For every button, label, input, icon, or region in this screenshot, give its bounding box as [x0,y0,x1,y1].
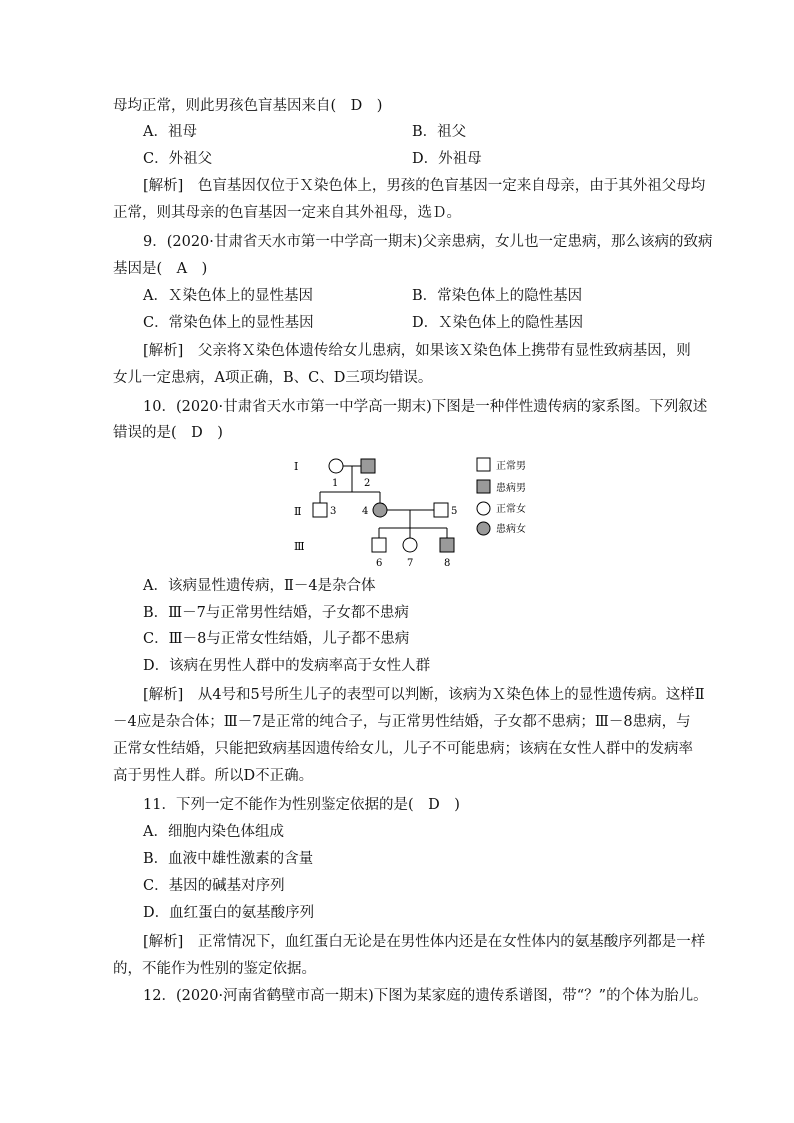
individual-3-normal-male [313,503,327,517]
q12-stem: 12．(2020·河南省鹤壁市高一期末)下图为某家庭的遗传系谱图，带“？”的个体为胎儿。 [143,988,708,1004]
legend-normal-female-symbol [477,502,490,515]
q8-option-d: D．外祖母 [412,151,482,167]
q10-option-a: A．该病显性遗传病，Ⅱ－4是杂合体 [143,578,376,594]
legend-affected-male-symbol [477,480,490,493]
q11-analysis-line-1: [解析] 正常情况下，血红蛋白无论是在男性体内还是在女性体内的氨基酸序列都是一样 [143,934,706,950]
q9-analysis-line-2: 女儿一定患病，A项正确，B、C、D三项均错误。 [113,370,433,386]
q9-option-a: A．Ｘ染色体上的显性基因 [143,288,313,304]
individual-8-affected-male [440,538,454,552]
q9-analysis-line-1: [解析] 父亲将Ｘ染色体遗传给女儿患病，如果该Ｘ染色体上携带有显性致病基因，则 [143,343,691,359]
q8-option-a: A．祖母 [143,124,197,140]
individual-5-normal-male [434,503,448,517]
number-8: 8 [444,558,451,569]
legend-affected-female: 患病女 [496,524,526,535]
q10-option-b: B．Ⅲ－7与正常男性结婚，子女都不患病 [143,605,409,621]
q11-option-c: C．基因的碱基对序列 [143,878,285,894]
pedigree-diagram [280,450,570,570]
q9-option-c: C．常染色体上的显性基因 [143,315,314,331]
individual-2-affected-male [361,459,375,473]
q10-stem-line-2: 错误的是( D ) [113,425,223,441]
generation-label-3: Ⅲ [294,540,305,553]
q10-analysis-line-3: 正常女性结婚，只能把致病基因遗传给女儿，儿子不可能患病；该病在女性人群中的发病率 [113,741,693,757]
q10-stem-line-1: 10．(2020·甘肃省天水市第一中学高一期末)下图是一种伴性遗传病的家系图。下列叙述 [143,399,708,415]
number-2: 2 [364,478,371,489]
q11-stem: 11．下列一定不能作为性别鉴定依据的是( D ) [143,797,460,813]
q8-option-b: B．祖父 [412,124,467,140]
q11-analysis-line-2: 的，不能作为性别的鉴定依据。 [113,961,316,977]
q10-option-d: D．该病在男性人群中的发病率高于女性人群 [143,658,431,674]
legend-affected-male: 患病男 [496,483,526,494]
generation-label-1: Ⅰ [294,460,299,473]
individual-4-affected-female [373,503,387,517]
number-1: 1 [332,478,339,489]
q8-analysis-line-1: [解析] 色盲基因仅位于Ｘ染色体上，男孩的色盲基因一定来自母亲，由于其外祖父母均 [143,178,706,194]
number-5: 5 [451,506,458,517]
number-3: 3 [330,506,337,517]
q10-analysis-line-4: 高于男性人群。所以D不正确。 [113,768,314,784]
q10-analysis-line-2: －4应是杂合体；Ⅲ－7是正常的纯合子，与正常男性结婚，子女都不患病；Ⅲ－8患病，与 [113,714,691,730]
q9-stem-line-1: 9．(2020·甘肃省天水市第一中学高一期末)父亲患病，女儿也一定患病，那么该病的致病 [143,234,713,250]
q10-analysis-line-1: [解析] 从4号和5号所生儿子的表型可以判断，该病为Ｘ染色体上的显性遗传病。这样Ⅱ [143,687,705,703]
legend-affected-female-symbol [477,522,490,535]
q8-stem-tail: 母均正常，则此男孩色盲基因来自( D ) [113,98,383,114]
q9-stem-line-2: 基因是( A ) [113,261,208,277]
q9-option-d: D．Ｘ染色体上的隐性基因 [412,315,584,331]
q10-option-c: C．Ⅲ－8与正常女性结婚，儿子都不患病 [143,631,410,647]
number-6: 6 [376,558,383,569]
legend-normal-male-symbol [477,458,490,471]
q9-option-b: B．常染色体上的隐性基因 [412,288,583,304]
number-7: 7 [407,558,414,569]
q8-analysis-line-2: 正常，则其母亲的色盲基因一定来自其外祖母，选Ｄ。 [113,205,461,221]
individual-1-normal-female [329,459,343,473]
legend-normal-female: 正常女 [496,504,526,515]
individual-7-normal-female [403,538,417,552]
q11-option-b: B．血液中雄性激素的含量 [143,851,314,867]
generation-label-2: Ⅱ [294,505,302,518]
individual-6-normal-male [372,538,386,552]
q8-option-c: C．外祖父 [143,151,213,167]
q11-option-a: A．细胞内染色体组成 [143,824,284,840]
q11-option-d: D．血红蛋白的氨基酸序列 [143,905,315,921]
number-4: 4 [362,506,369,517]
legend-normal-male: 正常男 [496,461,526,472]
